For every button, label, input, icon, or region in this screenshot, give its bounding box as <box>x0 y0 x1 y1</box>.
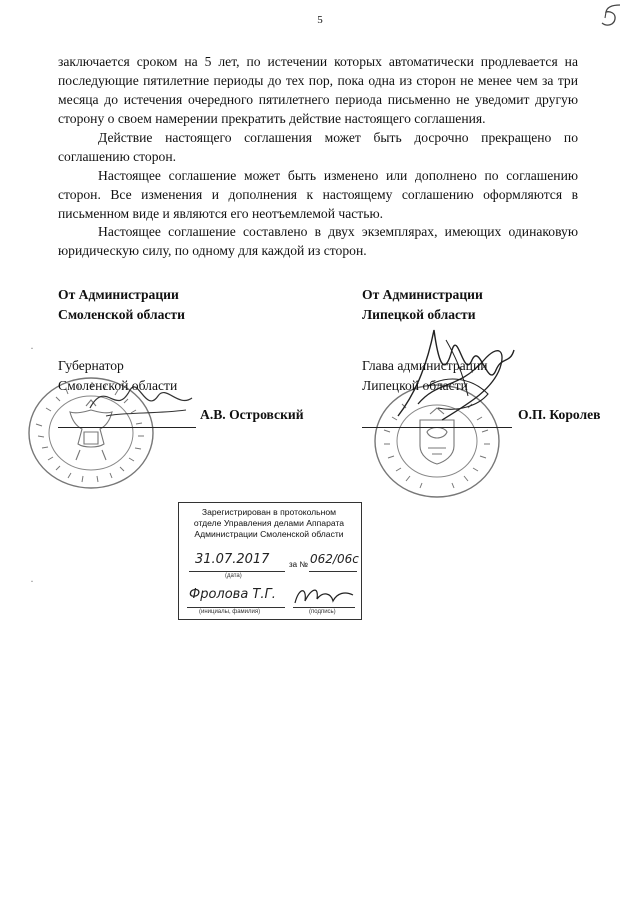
page-number: 5 <box>317 14 323 26</box>
stamp-signature-line <box>293 607 355 608</box>
stamp-number-prefix: за № <box>289 560 308 569</box>
paragraph-copies: Настоящее соглашение составлено в двух экземплярах, имеющих одинаковую юридическую силу, по одному для каждой из сторон. <box>58 224 578 258</box>
right-signer-role <box>362 356 488 396</box>
stamp-registrar-name: Фролова Т.Г. <box>189 587 276 602</box>
stamp-header <box>183 507 355 540</box>
left-signature-line <box>58 427 196 428</box>
left-party-block <box>58 285 185 325</box>
right-signature-line <box>362 427 512 428</box>
right-party-block <box>362 285 483 325</box>
right-role-line-2: Липецкой области <box>362 378 468 393</box>
stamp-date-value: 31.07.2017 <box>195 552 270 567</box>
left-signer-role <box>58 356 177 396</box>
stamp-date-line <box>189 571 285 572</box>
right-party-line-2: Липецкой области <box>362 307 476 322</box>
stamp-text-line-2: отделе Управления делами Аппарата <box>193 518 345 528</box>
left-party-line-2: Смоленской области <box>58 307 185 322</box>
corner-handwritten-mark <box>598 2 628 41</box>
left-role-line-1: Губернатор <box>58 358 124 373</box>
right-signer-name: О.П. Королев <box>518 407 601 422</box>
registration-stamp <box>178 502 362 620</box>
paragraph-term: заключается сроком на 5 лет, по истечении которых автоматически продлевается на последующие пятилетние периоды до тех пор, пока одна из сторон не менее чем за три месяца до истечения очередного пятилетнего периода письменно не уведомит другую сторону о своем намерении прекратить действие настоящего соглашения. <box>58 54 578 126</box>
stamp-signature-caption: (подпись) <box>309 609 336 615</box>
left-signer-name: А.В. Островский <box>200 407 304 422</box>
right-role-line-1: Глава администрации <box>362 358 488 373</box>
stamp-number-value: 062/06с <box>310 552 359 566</box>
stamp-text-line-1: Зарегистрирован в протокольном <box>201 507 337 517</box>
margin-mark-upper: · <box>30 341 34 355</box>
left-party-line-1: От Администрации <box>58 287 179 302</box>
right-party-line-1: От Администрации <box>362 287 483 302</box>
margin-mark-lower: · <box>30 574 34 588</box>
paragraph-termination: Действие настоящего соглашения может быть досрочно прекращено по соглашению сторон. <box>58 130 578 164</box>
stamp-name-line <box>187 607 285 608</box>
stamp-text-line-3: Администрации Смоленской области <box>194 529 344 539</box>
left-role-line-2: Смоленской области <box>58 378 178 393</box>
stamp-number-line <box>309 571 357 572</box>
paragraph-amendments: Настоящее соглашение может быть изменено или дополнено по соглашению сторон. Все изменения и дополнения к настоящему соглашению оформляются в письменном виде и являются его неотъемлемой частью. <box>58 168 578 221</box>
stamp-name-caption: (инициалы, фамилия) <box>199 609 261 615</box>
stamp-date-caption: (дата) <box>225 573 242 579</box>
